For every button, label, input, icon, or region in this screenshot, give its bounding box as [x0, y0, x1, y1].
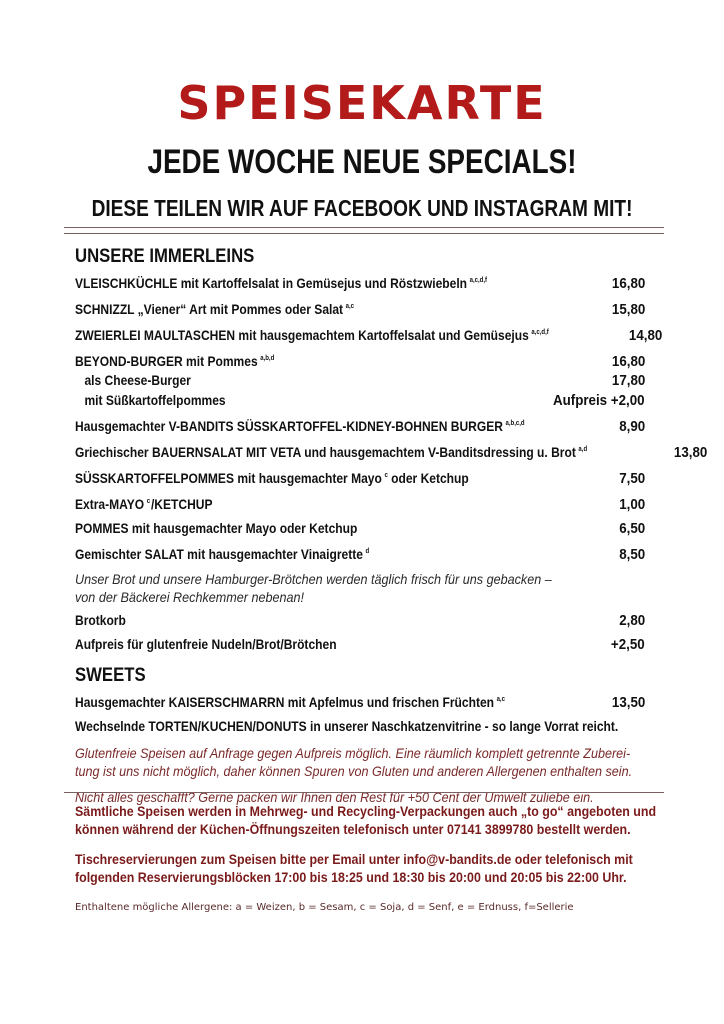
leftover-note: Nicht alles geschafft? Gerne packen wir Ihnen den Rest für +50 Cent der Umwelt zuliebe ein. [75, 789, 594, 805]
item-price: 6,50 [619, 521, 645, 537]
menu-item-variant [75, 372, 645, 389]
section-title-sweets: SWEETS [75, 665, 146, 686]
item-name: mit Süßkartoffelpommes [84, 392, 226, 408]
togo-info-line: können während der Küchen-Öffnungszeiten telefonisch unter 07141 3899780 bestellt werden. [75, 822, 631, 837]
menu-item [75, 273, 645, 292]
item-price: 8,50 [619, 547, 645, 563]
bread-note [75, 570, 645, 606]
item-price: 16,80 [611, 354, 645, 370]
gluten-note-line: tung ist uns nicht möglich, daher können Spuren von Gluten und anderen Allergenen enthalten sein. [75, 763, 633, 779]
item-price: 16,80 [611, 276, 645, 292]
allergen-codes: a,c [345, 303, 355, 310]
menu-item [75, 636, 645, 653]
allergen-codes: c [146, 498, 151, 505]
allergen-codes: a,c,d,f [469, 277, 488, 284]
divider-footer [64, 792, 664, 793]
item-name: VLEISCHKÜCHLE mit Kartoffelsalat in Gemüsejus und Röstzwiebeln $^{a,c,d,f}$ [75, 275, 488, 291]
allergen-codes: a,b,c,d [505, 420, 525, 427]
item-name: SÜSSKARTOFFELPOMMES mit hausgemachter Mayo $^c$ oder Ketchup [75, 470, 469, 486]
allergen-codes: d [365, 548, 370, 555]
menu-content [75, 246, 707, 812]
social-media-headline: DIESE TEILEN WIR AUF FACEBOOK UND INSTAGRAM MIT! [91, 195, 633, 221]
item-price: +2,50 [611, 637, 645, 653]
specials-headline: JEDE WOCHE NEUE SPECIALS! [147, 143, 577, 181]
menu-item-variant [75, 392, 645, 409]
bread-note-line: von der Bäckerei Rechkemmer nebenan! [75, 589, 305, 605]
item-price: 14,80 [628, 328, 663, 344]
allergen-codes: a,c [496, 696, 505, 703]
allergen-codes: c [384, 472, 388, 479]
menu-item [75, 494, 645, 513]
item-name: POMMES mit hausgemachter Mayo oder Ketchup [75, 520, 358, 536]
item-price: 7,50 [619, 471, 645, 487]
item-price: 1,00 [619, 497, 645, 513]
menu-item [75, 692, 645, 711]
menu-item [75, 544, 645, 563]
item-price: 15,80 [611, 302, 645, 318]
menu-item [75, 468, 645, 487]
item-name: Gemischter SALAT mit hausgemachter Vinaigrette $^d$ [75, 546, 370, 562]
item-name: Wechselnde TORTEN/KUCHEN/DONUTS in unserer Naschkatzenvitrine - so lange Vorrat reicht. [75, 718, 619, 734]
item-name: ZWEIERLEI MAULTASCHEN mit hausgemachtem Kartoffelsalat und Gemüsejus $^{a,c,d,f}$ [75, 327, 549, 343]
menu-item [75, 520, 645, 537]
menu-item [75, 299, 645, 318]
togo-info-line: Sämtliche Speisen werden in Mehrweg- und Recycling-Verpackungen auch „to go“ angeboten und [75, 804, 657, 819]
menu-item [75, 442, 707, 461]
menu-item [75, 351, 645, 370]
item-name: als Cheese-Burger [84, 372, 191, 388]
item-price: 17,80 [611, 373, 645, 389]
item-name: Griechischer BAUERNSALAT MIT VETA und hausgemachtem V-Banditsdressing u. Brot $^{a,d}$ [75, 444, 588, 460]
gluten-note-line: Glutenfreie Speisen auf Anfrage gegen Aufpreis möglich. Eine räumlich komplett getrennte Zuberei- [75, 745, 631, 761]
item-name: Brotkorb [75, 612, 126, 628]
allergen-legend: Enthaltene mögliche Allergene: a = Weizen, b = Sesam, c = Soja, d = Senf, e = Erdnuss, f=Sellerie [75, 902, 574, 913]
item-name: Extra-MAYO $^c$/KETCHUP [75, 496, 213, 512]
divider-top-1 [64, 227, 664, 228]
bread-note-line: Unser Brot und unsere Hamburger-Brötchen werden täglich frisch für uns gebacken – [75, 571, 552, 587]
item-name: SCHNIZZL „Viener“ Art mit Pommes oder Salat $^{a,c}$ [75, 301, 355, 317]
item-price: 2,80 [619, 613, 645, 629]
spacer [75, 839, 655, 851]
menu-item [75, 325, 663, 344]
item-name: Aufpreis für glutenfreie Nudeln/Brot/Brötchen [75, 636, 337, 652]
item-price: 13,50 [611, 695, 645, 711]
item-price: 13,80 [673, 445, 707, 461]
item-name: BEYOND-BURGER mit Pommes $^{a,b,d}$ [75, 353, 275, 369]
divider-top-2 [64, 233, 664, 234]
allergen-codes: a,b,d [260, 355, 275, 362]
reservation-info-line: folgenden Reservierungsblöcken 17:00 bis 18:25 und 18:30 bis 20:00 und 20:05 bis 22:00 Uhr. [75, 870, 627, 885]
item-price: 8,90 [619, 419, 645, 435]
allergen-codes: a,c,d,f [531, 329, 549, 336]
item-price: Aufpreis +2,00 [553, 393, 645, 409]
reservation-info-line: Tischreservierungen zum Speisen bitte per Email unter info@v-bandits.de oder telefonisch mit [75, 852, 633, 867]
menu-item [75, 718, 645, 734]
section-title-immerleins: UNSERE IMMERLEINS [75, 246, 255, 267]
allergen-codes: a,d [578, 446, 588, 453]
item-name: Hausgemachter KAISERSCHMARRN mit Apfelmus und frischen Früchten $^{a,c}$ [75, 694, 505, 710]
gluten-note [75, 744, 645, 806]
menu-item [75, 612, 645, 629]
item-name: Hausgemachter V-BANDITS SÜSSKARTOFFEL-KIDNEY-BOHNEN BURGER $^{a,b,c,d}$ [75, 418, 525, 434]
page-title: SPEISEKARTE [177, 76, 547, 130]
footer [75, 803, 655, 915]
menu-item [75, 416, 645, 435]
